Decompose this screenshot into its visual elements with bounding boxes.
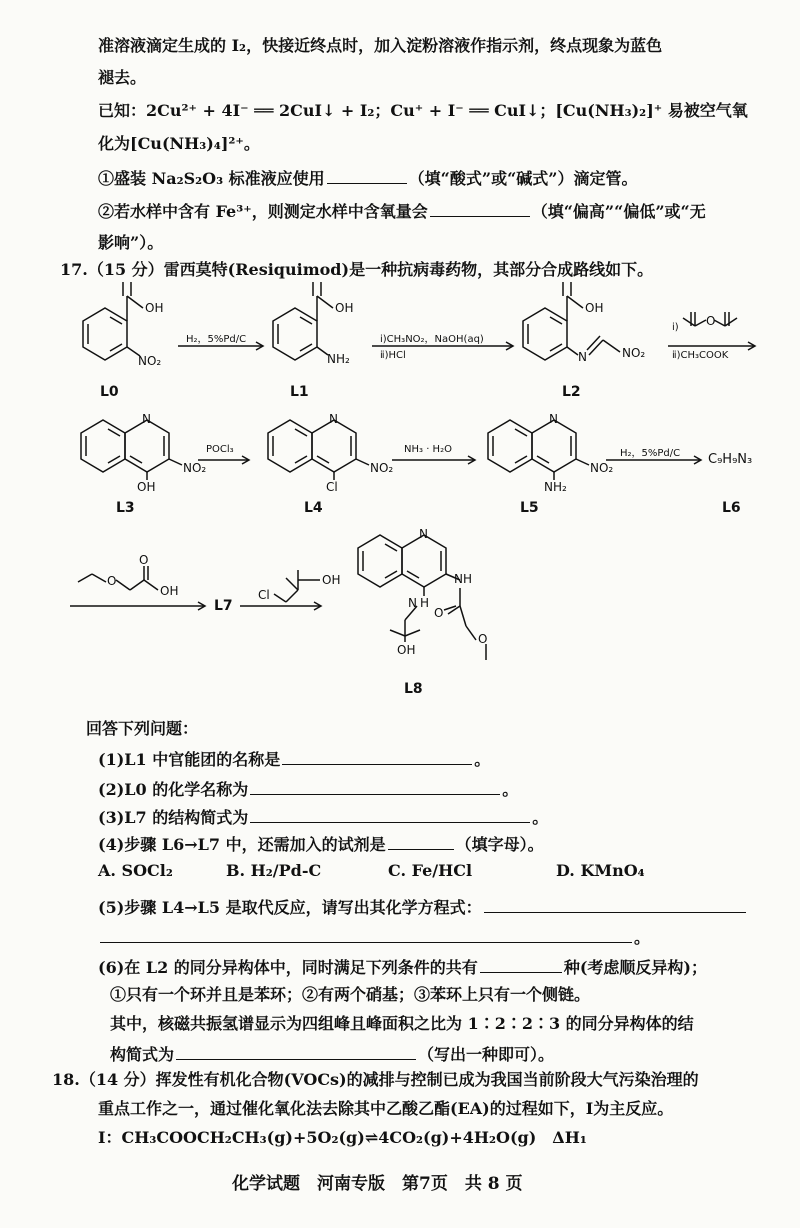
option-a[interactable]: A. SOCl₂ — [98, 861, 173, 880]
condition-6: H₂，5%Pd/C — [620, 448, 681, 459]
q16-line4: 化为[Cu(NH₃)₄]²⁺。 — [98, 134, 260, 153]
answer-blank[interactable] — [100, 928, 632, 943]
label-l5: L5 — [520, 500, 539, 516]
atom-oh: OH — [397, 643, 416, 657]
label-l0: L0 — [100, 384, 119, 400]
answer-blank[interactable] — [250, 780, 500, 795]
atom-n: N — [419, 527, 428, 541]
q16-line1: 准溶液滴定生成的 I₂，快接近终点时，加入淀粉溶液作指示剂，终点现象为蓝色 — [98, 36, 663, 55]
l5-ring-a — [488, 420, 532, 472]
q17-6 — [98, 958, 707, 976]
l4-ring-b — [312, 420, 356, 472]
l1-ring — [273, 308, 317, 360]
atom-no2: NO₂ — [590, 461, 614, 475]
answer-blank[interactable] — [176, 1045, 416, 1060]
q17-2-tail: 。 — [502, 780, 519, 799]
atom-oh: OH — [160, 584, 179, 598]
l3-ring-b — [125, 420, 169, 472]
atom-nh: NH — [454, 572, 472, 586]
condition-1: H₂，5%Pd/C — [186, 334, 247, 345]
condition-3b: ⅱ)CH₃COOK — [672, 350, 729, 361]
label-l7: L7 — [214, 598, 233, 614]
l8-ring-a — [358, 535, 402, 587]
atom-h: H — [420, 596, 430, 610]
atom-n: N — [408, 596, 417, 610]
q16-sub1-tail: （填“酸式”或“碱式”）滴定管。 — [408, 169, 638, 188]
q17-1-tail: 。 — [474, 750, 491, 769]
atom-oh: OH — [585, 301, 604, 315]
condition-5: NH₃ · H₂O — [404, 444, 452, 455]
label-l2: L2 — [562, 384, 581, 400]
atom-oh: OH — [335, 301, 354, 315]
q17-5-tail: 。 — [634, 928, 651, 947]
atom-o: O — [139, 553, 149, 567]
atom-oh: OH — [145, 301, 164, 315]
l0-ring — [83, 308, 127, 360]
l5-ring-b — [532, 420, 576, 472]
q16-line2: 褪去。 — [98, 68, 147, 87]
label-l3: L3 — [116, 500, 135, 516]
atom-nh2: NH₂ — [327, 352, 350, 366]
atom-cl: Cl — [326, 480, 338, 494]
l6-formula: C₉H₉N₃ — [708, 452, 753, 467]
q16-sub1-text: ①盛装 Na₂S₂O₃ 标准液应使用 — [98, 169, 325, 188]
q17-6-line4 — [110, 1045, 554, 1063]
label-l4: L4 — [304, 500, 323, 516]
condition-2a: ⅰ)CH₃NO₂，NaOH(aq) — [380, 334, 484, 345]
q17-2-text: (2)L0 的化学名称为 — [98, 780, 249, 799]
q16-sub2-text: ②若水样中含有 Fe³⁺，则测定水样中含氧量会 — [98, 202, 428, 221]
answer-blank[interactable] — [480, 958, 562, 973]
atom-n: N — [142, 412, 151, 426]
atom-o: O — [706, 314, 716, 328]
condition-4: POCl₃ — [206, 444, 234, 455]
q17-4-tail: （填字母）。 — [455, 835, 544, 854]
atom-no2: NO₂ — [370, 461, 394, 475]
q17-6-tail: 种(考虑顺反异构)； — [563, 958, 707, 977]
q17-5-line2 — [98, 928, 650, 946]
atom-n: N — [549, 412, 558, 426]
q17-6-text: (6)在 L2 的同分异构体中，同时满足下列条件的共有 — [98, 958, 478, 977]
q17-3 — [98, 808, 548, 826]
q18-line2: 重点工作之一，通过催化氧化法去除其中乙酸乙酯(EA)的过程如下，Ⅰ为主反应。 — [98, 1099, 674, 1118]
q17-header: 17.（15 分）雷西莫特(Resiquimod)是一种抗病毒药物，其部分合成路线如下。 — [60, 260, 654, 279]
q17-6-conditions: ①只有一个环并且是苯环；②有两个硝基；③苯环上只有一个侧链。 — [110, 985, 591, 1004]
label-l6: L6 — [722, 500, 741, 516]
q17-6-line3: 其中，核磁共振氢谱显示为四组峰且峰面积之比为 1∶2∶2∶3 的同分异构体的结 — [110, 1014, 694, 1033]
q16-sub2-tail: （填“偏高”“偏低”或“无 — [531, 202, 706, 221]
answer-blank[interactable] — [484, 898, 746, 913]
condition-3a: ⅰ) — [672, 322, 679, 333]
q17-1 — [98, 750, 490, 768]
l4-ring-a — [268, 420, 312, 472]
q17-5-text: (5)步骤 L4→L5 是取代反应，请写出其化学方程式： — [98, 898, 482, 917]
l3-ring-a — [81, 420, 125, 472]
atom-no2: NO₂ — [183, 461, 207, 475]
label-l8: L8 — [404, 681, 423, 697]
q18-line1: 18.（14 分）挥发性有机化合物(VOCs)的减排与控制已成为我国当前阶段大气污染治理的 — [52, 1070, 699, 1089]
answer-intro: 回答下列问题： — [86, 719, 199, 738]
answer-blank[interactable] — [282, 750, 472, 765]
q17-3-tail: 。 — [532, 808, 549, 827]
atom-o: O — [434, 606, 444, 620]
option-d[interactable]: D. KMnO₄ — [556, 861, 645, 880]
page-footer: 化学试题 河南专版 第7页 共 8 页 — [232, 1174, 523, 1194]
condition-2b: ⅱ)HCl — [380, 350, 406, 361]
atom-oh: OH — [137, 480, 156, 494]
l8-ring-b — [402, 535, 446, 587]
atom-n: N — [329, 412, 338, 426]
q18-reaction-1: Ⅰ：CH₃COOCH₂CH₃(g)+5O₂(g)⇌4CO₂(g)+4H₂O(g) ΔH₁ — [98, 1128, 587, 1147]
atom-n: N — [578, 350, 587, 364]
q17-1-text: (1)L1 中官能团的名称是 — [98, 750, 281, 769]
atom-no2: NO₂ — [622, 346, 646, 360]
atom-no2: NO₂ — [138, 354, 162, 368]
option-b[interactable]: B. H₂/Pd-C — [226, 861, 322, 880]
q16-line3: 已知：2Cu²⁺ + 4I⁻ ══ 2CuI↓ + I₂；Cu⁺ + I⁻ ══ CuI↓；[Cu(NH₃)₂]⁺ 易被空气氧 — [98, 101, 748, 120]
answer-blank[interactable] — [250, 808, 530, 823]
atom-o: O — [478, 632, 488, 646]
q16-sub2-line2: 影响”）。 — [98, 233, 164, 252]
q17-5 — [98, 898, 748, 916]
q17-2 — [98, 780, 518, 798]
l2-ring — [523, 308, 567, 360]
q17-3-text: (3)L7 的结构简式为 — [98, 808, 249, 827]
atom-nh2: NH₂ — [544, 480, 567, 494]
q17-6-line4-text: 构简式为 — [110, 1045, 175, 1064]
q17-4 — [98, 835, 544, 853]
atom-o: O — [107, 574, 117, 588]
label-l1: L1 — [290, 384, 309, 400]
q17-6-line4-tail: （写出一种即可）。 — [418, 1045, 555, 1064]
atom-oh: OH — [322, 573, 341, 587]
answer-blank[interactable] — [388, 835, 454, 850]
option-c[interactable]: C. Fe/HCl — [388, 861, 473, 880]
q17-4-text: (4)步骤 L6→L7 中，还需加入的试剂是 — [98, 835, 386, 854]
atom-cl: Cl — [258, 588, 270, 602]
